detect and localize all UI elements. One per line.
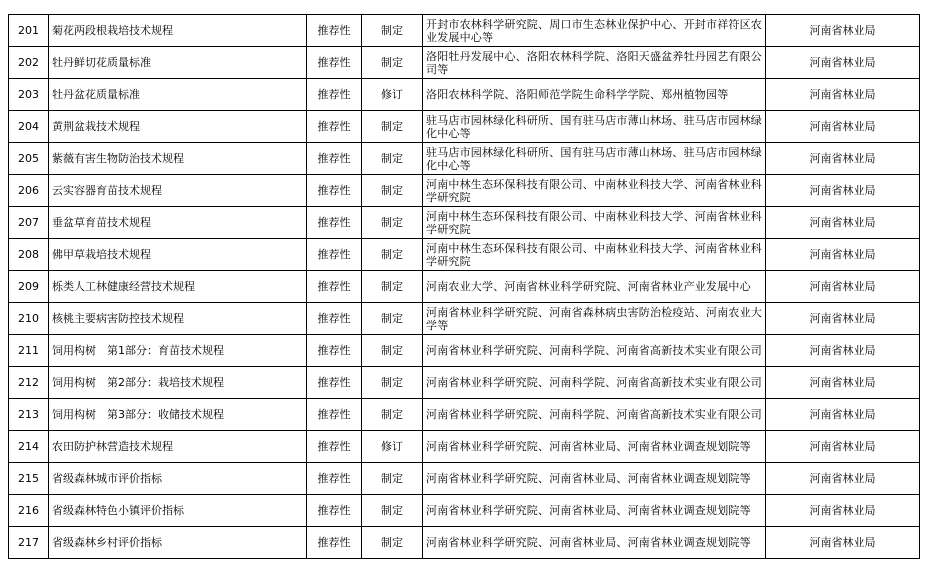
row-number-cell: 210 (9, 303, 49, 335)
row-number-cell: 214 (9, 431, 49, 463)
standard-name-cell: 饲用构树 第3部分：收储技术规程 (49, 399, 307, 431)
drafting-units-cell: 河南中林生态环保科技有限公司、中南林业科技大学、河南省林业科学研究院 (423, 175, 766, 207)
standard-name-cell: 牡丹盆花质量标准 (49, 79, 307, 111)
competent-department-cell: 河南省林业局 (766, 271, 920, 303)
standard-type-cell: 推荐性 (307, 175, 362, 207)
standard-name-cell: 垂盆草育苗技术规程 (49, 207, 307, 239)
row-number-cell: 207 (9, 207, 49, 239)
revision-type-cell: 制定 (362, 367, 423, 399)
standard-type-cell: 推荐性 (307, 367, 362, 399)
standard-name-cell: 牡丹鲜切花质量标准 (49, 47, 307, 79)
table-row (9, 367, 920, 399)
table-row (9, 239, 920, 271)
revision-type-cell: 修订 (362, 431, 423, 463)
row-number-cell: 202 (9, 47, 49, 79)
row-number-cell: 208 (9, 239, 49, 271)
standard-type-cell: 推荐性 (307, 111, 362, 143)
row-number-cell: 206 (9, 175, 49, 207)
standard-type-cell: 推荐性 (307, 207, 362, 239)
standard-name-cell: 黄荆盆栽技术规程 (49, 111, 307, 143)
standard-name-cell: 云实容器育苗技术规程 (49, 175, 307, 207)
competent-department-cell: 河南省林业局 (766, 431, 920, 463)
competent-department-cell: 河南省林业局 (766, 79, 920, 111)
row-number-cell: 205 (9, 143, 49, 175)
standard-name-cell: 佛甲草栽培技术规程 (49, 239, 307, 271)
standard-type-cell: 推荐性 (307, 303, 362, 335)
revision-type-cell: 制定 (362, 335, 423, 367)
competent-department-cell: 河南省林业局 (766, 207, 920, 239)
competent-department-cell: 河南省林业局 (766, 15, 920, 47)
standard-name-cell: 省级森林乡村评价指标 (49, 527, 307, 559)
drafting-units-cell: 驻马店市园林绿化科研所、国有驻马店市薄山林场、驻马店市园林绿化中心等 (423, 111, 766, 143)
drafting-units-cell: 河南中林生态环保科技有限公司、中南林业科技大学、河南省林业科学研究院 (423, 207, 766, 239)
revision-type-cell: 制定 (362, 111, 423, 143)
standard-type-cell: 推荐性 (307, 15, 362, 47)
table-row (9, 399, 920, 431)
row-number-cell: 215 (9, 463, 49, 495)
standard-type-cell: 推荐性 (307, 495, 362, 527)
revision-type-cell: 制定 (362, 399, 423, 431)
standard-type-cell: 推荐性 (307, 143, 362, 175)
revision-type-cell: 制定 (362, 527, 423, 559)
standard-name-cell: 饲用构树 第1部分：育苗技术规程 (49, 335, 307, 367)
table-row (9, 207, 920, 239)
row-number-cell: 213 (9, 399, 49, 431)
standard-name-cell: 省级森林城市评价指标 (49, 463, 307, 495)
standard-type-cell: 推荐性 (307, 399, 362, 431)
table-row (9, 111, 920, 143)
table-row (9, 495, 920, 527)
competent-department-cell: 河南省林业局 (766, 335, 920, 367)
row-number-cell: 204 (9, 111, 49, 143)
table-row (9, 79, 920, 111)
row-number-cell: 212 (9, 367, 49, 399)
competent-department-cell: 河南省林业局 (766, 367, 920, 399)
competent-department-cell: 河南省林业局 (766, 47, 920, 79)
table-row (9, 143, 920, 175)
competent-department-cell: 河南省林业局 (766, 111, 920, 143)
standard-type-cell: 推荐性 (307, 463, 362, 495)
competent-department-cell: 河南省林业局 (766, 463, 920, 495)
row-number-cell: 217 (9, 527, 49, 559)
standard-name-cell: 农田防护林营造技术规程 (49, 431, 307, 463)
competent-department-cell: 河南省林业局 (766, 303, 920, 335)
drafting-units-cell: 河南省林业科学研究院、河南科学院、河南省高新技术实业有限公司 (423, 335, 766, 367)
revision-type-cell: 制定 (362, 47, 423, 79)
standard-name-cell: 菊花两段根栽培技术规程 (49, 15, 307, 47)
revision-type-cell: 制定 (362, 495, 423, 527)
standards-table-body (9, 15, 920, 559)
drafting-units-cell: 驻马店市园林绿化科研所、国有驻马店市薄山林场、驻马店市园林绿化中心等 (423, 143, 766, 175)
revision-type-cell: 制定 (362, 239, 423, 271)
competent-department-cell: 河南省林业局 (766, 239, 920, 271)
standard-type-cell: 推荐性 (307, 79, 362, 111)
table-row (9, 271, 920, 303)
drafting-units-cell: 河南中林生态环保科技有限公司、中南林业科技大学、河南省林业科学研究院 (423, 239, 766, 271)
row-number-cell: 203 (9, 79, 49, 111)
drafting-units-cell: 开封市农林科学研究院、周口市生态林业保护中心、开封市祥符区农业发展中心等 (423, 15, 766, 47)
standard-type-cell: 推荐性 (307, 527, 362, 559)
competent-department-cell: 河南省林业局 (766, 399, 920, 431)
standard-type-cell: 推荐性 (307, 47, 362, 79)
table-row (9, 15, 920, 47)
row-number-cell: 201 (9, 15, 49, 47)
standard-type-cell: 推荐性 (307, 271, 362, 303)
row-number-cell: 209 (9, 271, 49, 303)
drafting-units-cell: 河南省林业科学研究院、河南省林业局、河南省林业调查规划院等 (423, 527, 766, 559)
revision-type-cell: 制定 (362, 303, 423, 335)
competent-department-cell: 河南省林业局 (766, 527, 920, 559)
standard-name-cell: 饲用构树 第2部分：栽培技术规程 (49, 367, 307, 399)
drafting-units-cell: 河南农业大学、河南省林业科学研究院、河南省林业产业发展中心 (423, 271, 766, 303)
standard-type-cell: 推荐性 (307, 239, 362, 271)
revision-type-cell: 制定 (362, 207, 423, 239)
table-row (9, 175, 920, 207)
standard-name-cell: 核桃主要病害防控技术规程 (49, 303, 307, 335)
standard-name-cell: 栎类人工林健康经营技术规程 (49, 271, 307, 303)
revision-type-cell: 制定 (362, 15, 423, 47)
standard-type-cell: 推荐性 (307, 335, 362, 367)
drafting-units-cell: 洛阳农林科学院、洛阳师范学院生命科学学院、郑州植物园等 (423, 79, 766, 111)
standards-table (8, 14, 920, 559)
revision-type-cell: 制定 (362, 143, 423, 175)
table-row (9, 303, 920, 335)
table-row (9, 527, 920, 559)
table-row (9, 47, 920, 79)
drafting-units-cell: 河南省林业科学研究院、河南省林业局、河南省林业调查规划院等 (423, 463, 766, 495)
competent-department-cell: 河南省林业局 (766, 175, 920, 207)
standard-type-cell: 推荐性 (307, 431, 362, 463)
revision-type-cell: 修订 (362, 79, 423, 111)
drafting-units-cell: 河南省林业科学研究院、河南省林业局、河南省林业调查规划院等 (423, 431, 766, 463)
revision-type-cell: 制定 (362, 175, 423, 207)
competent-department-cell: 河南省林业局 (766, 495, 920, 527)
table-row (9, 335, 920, 367)
table-row (9, 463, 920, 495)
row-number-cell: 211 (9, 335, 49, 367)
standard-name-cell: 省级森林特色小镇评价指标 (49, 495, 307, 527)
drafting-units-cell: 河南省林业科学研究院、河南省森林病虫害防治检疫站、河南农业大学等 (423, 303, 766, 335)
standard-name-cell: 紫薇有害生物防治技术规程 (49, 143, 307, 175)
drafting-units-cell: 洛阳牡丹发展中心、洛阳农林科学院、洛阳天盛盆养牡丹园艺有限公司等 (423, 47, 766, 79)
row-number-cell: 216 (9, 495, 49, 527)
revision-type-cell: 制定 (362, 271, 423, 303)
drafting-units-cell: 河南省林业科学研究院、河南科学院、河南省高新技术实业有限公司 (423, 399, 766, 431)
competent-department-cell: 河南省林业局 (766, 143, 920, 175)
drafting-units-cell: 河南省林业科学研究院、河南省林业局、河南省林业调查规划院等 (423, 495, 766, 527)
table-row (9, 431, 920, 463)
revision-type-cell: 制定 (362, 463, 423, 495)
drafting-units-cell: 河南省林业科学研究院、河南科学院、河南省高新技术实业有限公司 (423, 367, 766, 399)
